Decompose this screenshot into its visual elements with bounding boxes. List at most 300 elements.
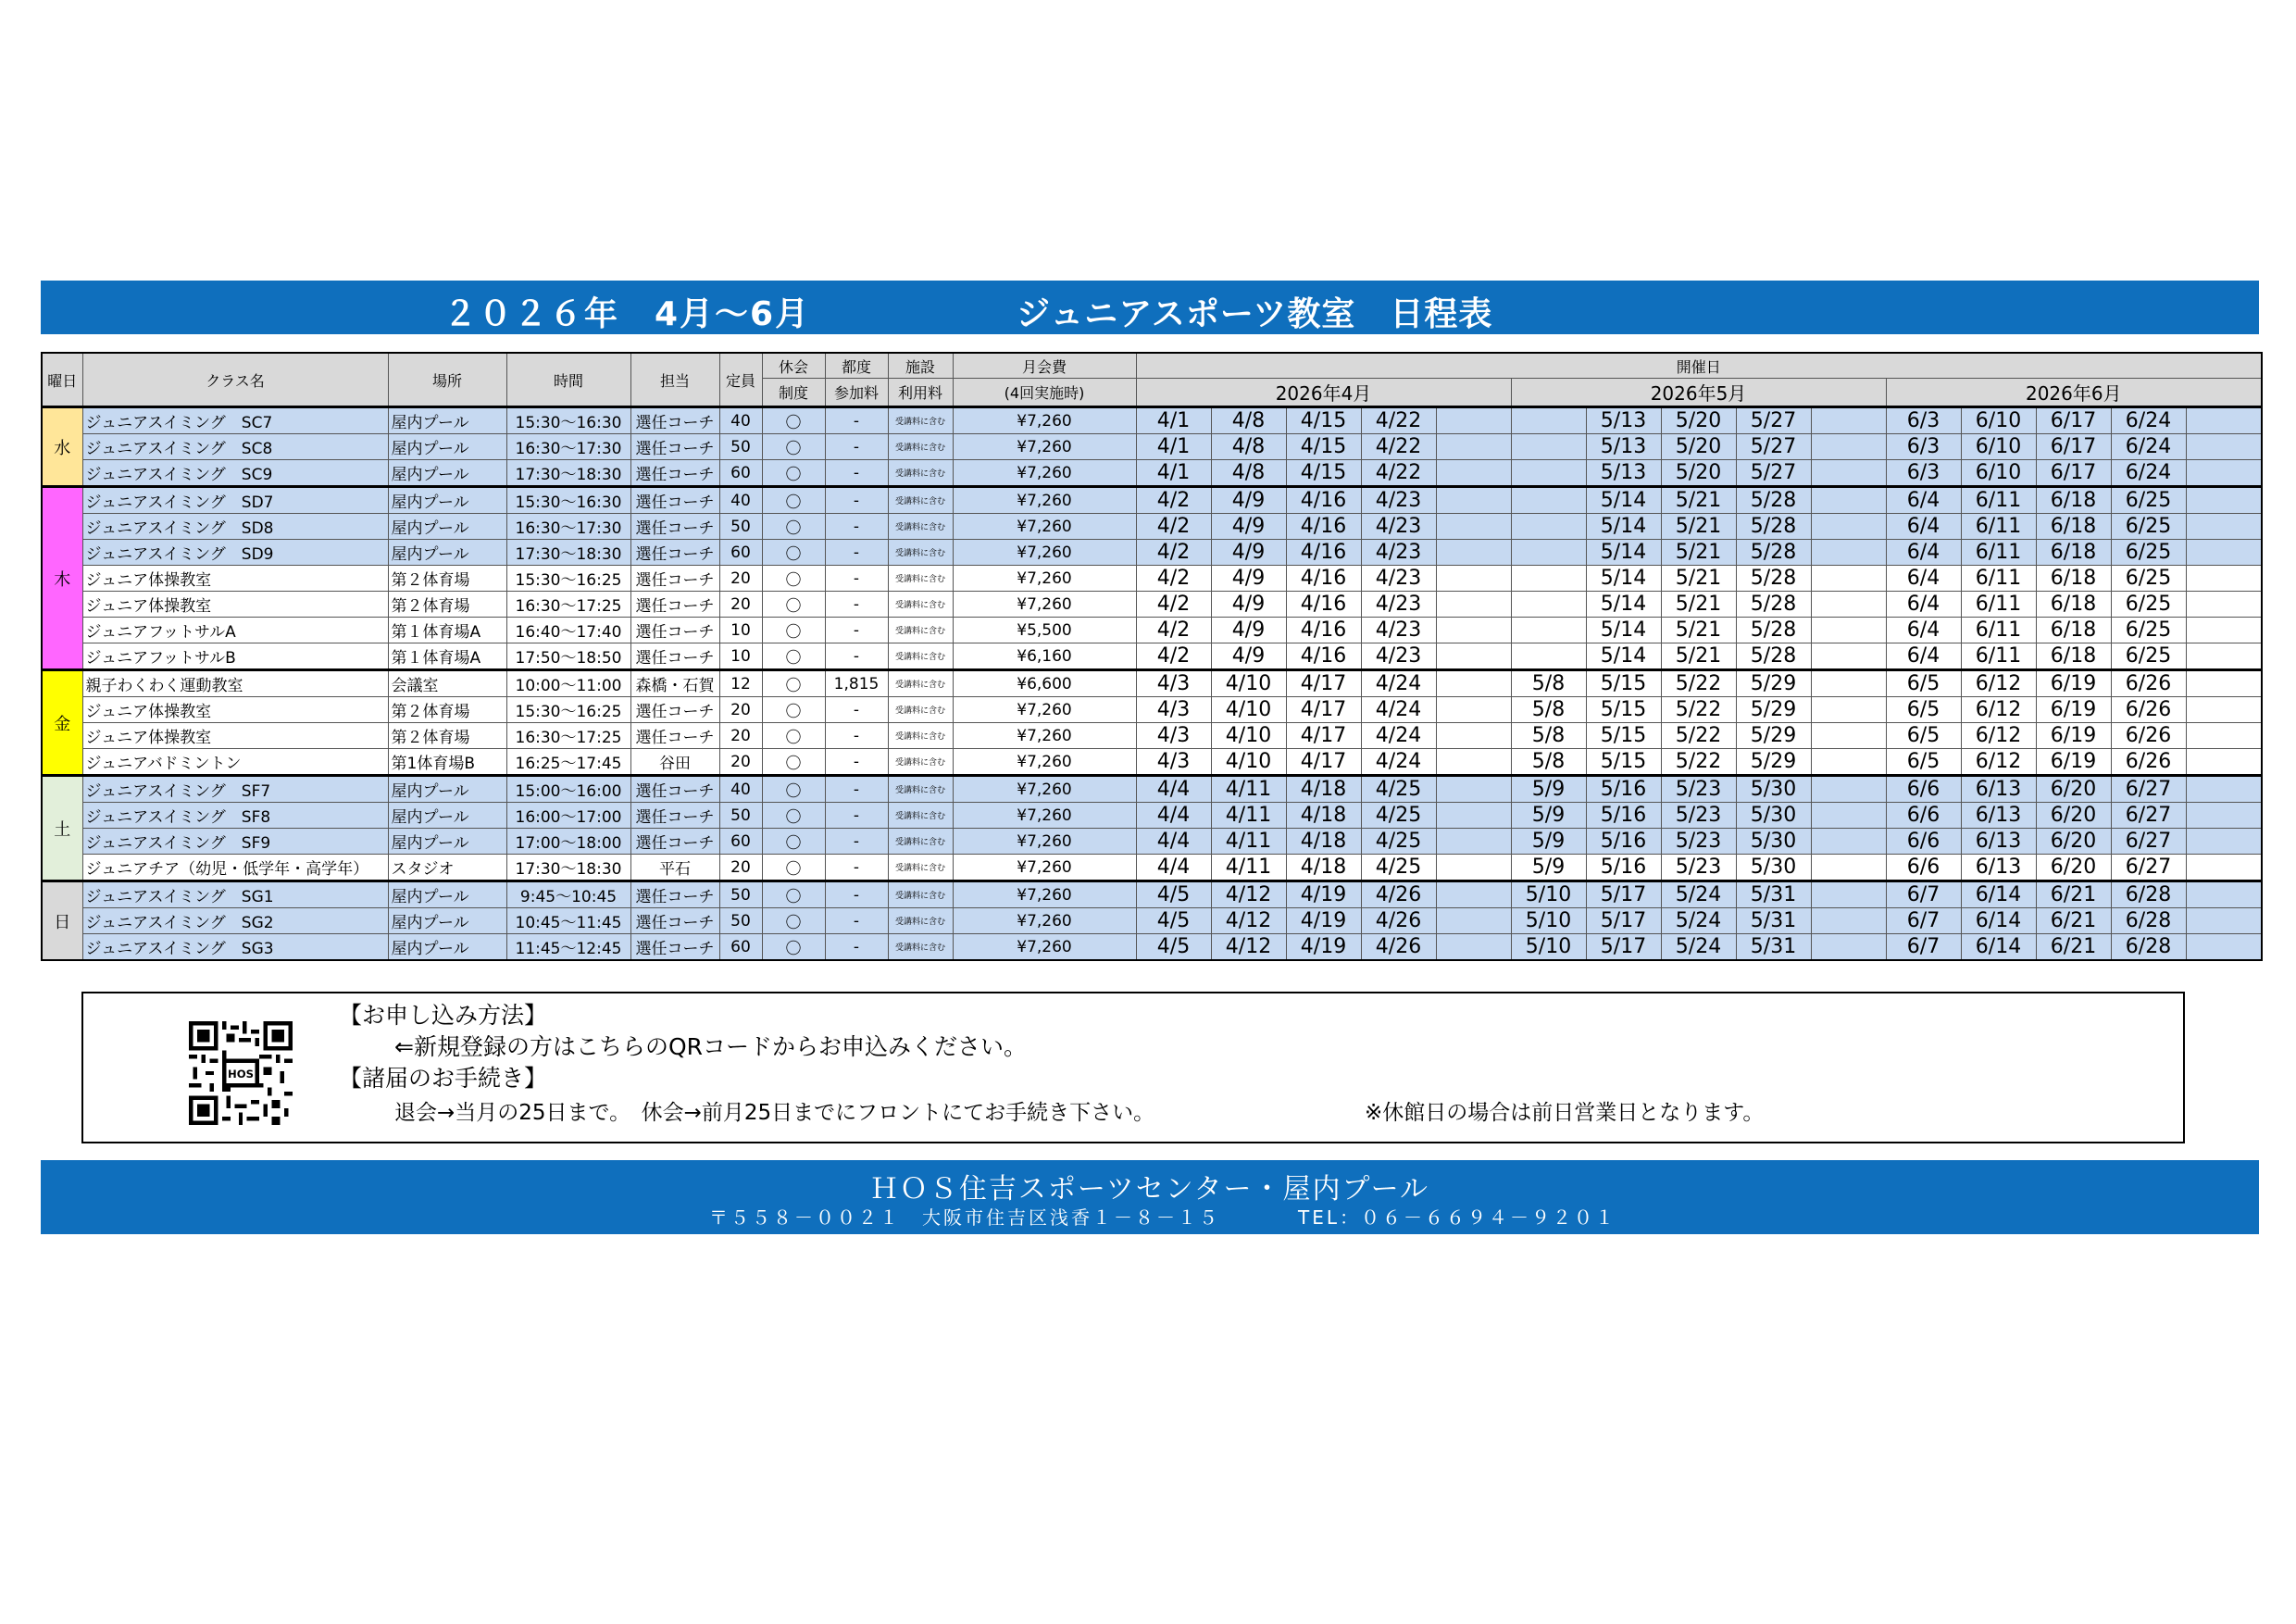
class-name: ジュニアフットサルB: [82, 643, 388, 670]
footer-tel: TEL：０６－６６９４－９２０１: [1298, 1206, 1616, 1229]
class-monthly-fee: ¥7,260: [953, 881, 1136, 908]
table-row: [42, 855, 2262, 881]
class-facility-fee: 受講料に含む: [888, 540, 953, 566]
header-tsudo-1: 都度: [825, 353, 888, 379]
date-may: 5/8: [1511, 723, 1586, 749]
class-coach: 選任コーチ: [630, 776, 719, 803]
date-may: 5/15: [1586, 697, 1661, 723]
date-may: 5/10: [1511, 908, 1586, 934]
date-jun: 6/24: [2111, 434, 2186, 460]
date-apr: 4/9: [1211, 514, 1286, 540]
date-apr: 4/22: [1361, 407, 1436, 434]
class-name: ジュニアスイミング SG3: [82, 934, 388, 961]
date-may: 5/27: [1736, 460, 1811, 487]
date-apr: 4/5: [1136, 908, 1211, 934]
date-apr: 4/18: [1286, 829, 1361, 855]
date-jun: 6/14: [1961, 881, 2036, 908]
date-may: 5/15: [1586, 749, 1661, 776]
date-apr: [1436, 829, 1511, 855]
table-row: [42, 908, 2262, 934]
date-apr: [1436, 670, 1511, 697]
class-tsudo-fee: -: [825, 592, 888, 618]
title-name: ジュニアスポーツ教室 日程表: [1017, 295, 1493, 333]
class-monthly-fee: ¥7,260: [953, 592, 1136, 618]
date-may: 5/9: [1511, 776, 1586, 803]
class-monthly-fee: ¥5,500: [953, 618, 1136, 643]
date-jun: 6/6: [1886, 776, 1961, 803]
class-coach: 選任コーチ: [630, 592, 719, 618]
date-may: 5/20: [1661, 434, 1736, 460]
class-coach: 選任コーチ: [630, 908, 719, 934]
class-coach: 選任コーチ: [630, 697, 719, 723]
date-may: 5/8: [1511, 749, 1586, 776]
class-coach: 選任コーチ: [630, 566, 719, 592]
date-jun: 6/4: [1886, 643, 1961, 670]
date-may: 5/8: [1511, 670, 1586, 697]
class-capacity: 60: [719, 540, 762, 566]
class-facility-fee: 受講料に含む: [888, 434, 953, 460]
class-time: 16:30～17:30: [506, 434, 630, 460]
class-tsudo-fee: -: [825, 566, 888, 592]
date-may: 5/29: [1736, 749, 1811, 776]
date-apr: [1436, 566, 1511, 592]
class-tsudo-fee: -: [825, 934, 888, 961]
date-apr: 4/22: [1361, 460, 1436, 487]
table-row: [42, 592, 2262, 618]
class-place: 第１体育場A: [388, 643, 506, 670]
class-monthly-fee: ¥7,260: [953, 487, 1136, 514]
class-time: 16:25～17:45: [506, 749, 630, 776]
date-may: [1811, 566, 1886, 592]
date-jun: 6/4: [1886, 566, 1961, 592]
date-may: 5/20: [1661, 460, 1736, 487]
date-jun: 6/3: [1886, 407, 1961, 434]
date-jun: 6/18: [2036, 618, 2111, 643]
class-facility-fee: 受講料に含む: [888, 514, 953, 540]
class-name: ジュニアスイミング SD7: [82, 487, 388, 514]
class-tsudo-fee: -: [825, 803, 888, 829]
date-jun: 6/10: [1961, 460, 2036, 487]
date-jun: [2186, 487, 2262, 514]
class-capacity: 20: [719, 723, 762, 749]
table-row: [42, 934, 2262, 961]
date-jun: 6/17: [2036, 434, 2111, 460]
date-apr: 4/18: [1286, 803, 1361, 829]
date-may: 5/15: [1586, 723, 1661, 749]
date-may: 5/28: [1736, 566, 1811, 592]
date-may: [1811, 643, 1886, 670]
date-jun: 6/20: [2036, 855, 2111, 881]
footer-name: ＨＯＳ住吉スポーツセンター・屋内プール: [869, 1173, 1430, 1206]
date-may: 5/20: [1661, 407, 1736, 434]
class-kyukai: 〇: [762, 592, 825, 618]
class-time: 9:45～10:45: [506, 881, 630, 908]
date-may: [1811, 592, 1886, 618]
date-apr: 4/5: [1136, 881, 1211, 908]
date-may: 5/28: [1736, 540, 1811, 566]
date-apr: 4/24: [1361, 749, 1436, 776]
class-time: 15:00～16:00: [506, 776, 630, 803]
date-jun: 6/20: [2036, 776, 2111, 803]
date-jun: 6/12: [1961, 723, 2036, 749]
class-tsudo-fee: -: [825, 776, 888, 803]
class-monthly-fee: ¥7,260: [953, 829, 1136, 855]
notice-heading: 【諸届のお手続き】: [339, 1065, 548, 1092]
date-apr: [1436, 723, 1511, 749]
date-may: 5/29: [1736, 670, 1811, 697]
class-kyukai: 〇: [762, 460, 825, 487]
date-apr: 4/17: [1286, 697, 1361, 723]
date-jun: [2186, 855, 2262, 881]
class-facility-fee: 受講料に含む: [888, 776, 953, 803]
date-may: 5/22: [1661, 670, 1736, 697]
date-jun: 6/14: [1961, 934, 2036, 961]
class-name: ジュニア体操教室: [82, 697, 388, 723]
header-month-apr: 2026年4月: [1136, 379, 1511, 407]
date-may: [1811, 540, 1886, 566]
date-apr: 4/4: [1136, 855, 1211, 881]
date-jun: 6/19: [2036, 670, 2111, 697]
date-jun: 6/27: [2111, 855, 2186, 881]
class-tsudo-fee: -: [825, 643, 888, 670]
header-month-may: 2026年5月: [1511, 379, 1886, 407]
date-may: [1811, 723, 1886, 749]
date-jun: [2186, 407, 2262, 434]
header-kyukai-2: 制度: [762, 379, 825, 407]
date-apr: 4/9: [1211, 487, 1286, 514]
date-apr: 4/24: [1361, 697, 1436, 723]
date-apr: 4/10: [1211, 723, 1286, 749]
date-jun: [2186, 908, 2262, 934]
date-jun: 6/25: [2111, 566, 2186, 592]
date-jun: 6/17: [2036, 460, 2111, 487]
table-row: [42, 697, 2262, 723]
date-apr: 4/2: [1136, 514, 1211, 540]
class-place: 屋内プール: [388, 803, 506, 829]
date-may: 5/24: [1661, 934, 1736, 961]
date-jun: [2186, 881, 2262, 908]
class-capacity: 50: [719, 803, 762, 829]
class-name: ジュニアフットサルA: [82, 618, 388, 643]
class-facility-fee: 受講料に含む: [888, 618, 953, 643]
date-jun: 6/18: [2036, 540, 2111, 566]
date-jun: 6/4: [1886, 540, 1961, 566]
date-apr: 4/9: [1211, 643, 1286, 670]
date-jun: 6/5: [1886, 749, 1961, 776]
class-facility-fee: 受講料に含む: [888, 697, 953, 723]
date-jun: 6/28: [2111, 908, 2186, 934]
date-may: [1811, 487, 1886, 514]
class-capacity: 40: [719, 776, 762, 803]
date-jun: 6/7: [1886, 934, 1961, 961]
date-apr: 4/17: [1286, 723, 1361, 749]
date-jun: 6/25: [2111, 643, 2186, 670]
date-apr: 4/3: [1136, 670, 1211, 697]
date-jun: 6/12: [1961, 749, 2036, 776]
class-capacity: 40: [719, 487, 762, 514]
date-jun: 6/10: [1961, 407, 2036, 434]
date-apr: [1436, 434, 1511, 460]
date-apr: 4/18: [1286, 855, 1361, 881]
class-capacity: 60: [719, 460, 762, 487]
date-may: 5/22: [1661, 749, 1736, 776]
date-apr: 4/9: [1211, 540, 1286, 566]
class-time: 17:00～18:00: [506, 829, 630, 855]
date-jun: 6/11: [1961, 566, 2036, 592]
header-row-1: [42, 353, 2262, 379]
date-apr: 4/1: [1136, 460, 1211, 487]
class-monthly-fee: ¥6,600: [953, 670, 1136, 697]
date-jun: [2186, 514, 2262, 540]
table-row: [42, 803, 2262, 829]
class-time: 11:45～12:45: [506, 934, 630, 961]
class-capacity: 50: [719, 881, 762, 908]
class-capacity: 60: [719, 934, 762, 961]
table-row: [42, 749, 2262, 776]
class-kyukai: 〇: [762, 881, 825, 908]
header-kyukai-1: 休会: [762, 353, 825, 379]
class-name: ジュニアスイミング SG1: [82, 881, 388, 908]
class-facility-fee: 受講料に含む: [888, 803, 953, 829]
date-jun: 6/25: [2111, 487, 2186, 514]
date-jun: [2186, 697, 2262, 723]
info-box: [81, 992, 2185, 1143]
class-kyukai: 〇: [762, 487, 825, 514]
class-facility-fee: 受講料に含む: [888, 749, 953, 776]
class-capacity: 20: [719, 697, 762, 723]
date-may: [1511, 643, 1586, 670]
date-jun: 6/20: [2036, 829, 2111, 855]
date-jun: 6/25: [2111, 592, 2186, 618]
date-may: 5/30: [1736, 776, 1811, 803]
date-apr: 4/8: [1211, 407, 1286, 434]
class-coach: 選任コーチ: [630, 460, 719, 487]
date-apr: 4/25: [1361, 776, 1436, 803]
date-jun: [2186, 670, 2262, 697]
date-may: 5/10: [1511, 881, 1586, 908]
date-apr: 4/3: [1136, 723, 1211, 749]
class-place: 第２体育場: [388, 592, 506, 618]
date-apr: 4/12: [1211, 908, 1286, 934]
date-apr: [1436, 460, 1511, 487]
date-may: [1511, 566, 1586, 592]
date-jun: 6/6: [1886, 855, 1961, 881]
class-monthly-fee: ¥7,260: [953, 749, 1136, 776]
date-may: [1511, 434, 1586, 460]
date-may: 5/24: [1661, 908, 1736, 934]
class-facility-fee: 受講料に含む: [888, 643, 953, 670]
title-period: ２０２６年 4月～6月: [443, 295, 811, 333]
class-time: 15:30～16:30: [506, 407, 630, 434]
date-apr: 4/16: [1286, 643, 1361, 670]
date-jun: [2186, 803, 2262, 829]
header-shisetsu-1: 施設: [888, 353, 953, 379]
date-may: 5/31: [1736, 908, 1811, 934]
date-jun: 6/4: [1886, 618, 1961, 643]
date-may: 5/14: [1586, 592, 1661, 618]
date-jun: 6/18: [2036, 566, 2111, 592]
date-apr: 4/10: [1211, 670, 1286, 697]
date-jun: 6/19: [2036, 723, 2111, 749]
date-may: [1811, 618, 1886, 643]
day-label: 金: [42, 670, 82, 776]
date-jun: 6/18: [2036, 592, 2111, 618]
date-may: 5/21: [1661, 592, 1736, 618]
class-time: 10:45～11:45: [506, 908, 630, 934]
date-jun: 6/24: [2111, 407, 2186, 434]
class-tsudo-fee: -: [825, 697, 888, 723]
class-time: 17:30～18:30: [506, 460, 630, 487]
date-apr: 4/19: [1286, 934, 1361, 961]
date-apr: 4/23: [1361, 487, 1436, 514]
class-monthly-fee: ¥7,260: [953, 803, 1136, 829]
date-may: 5/30: [1736, 855, 1811, 881]
class-capacity: 50: [719, 908, 762, 934]
date-apr: 4/1: [1136, 407, 1211, 434]
class-place: スタジオ: [388, 855, 506, 881]
class-time: 16:30～17:25: [506, 723, 630, 749]
class-kyukai: 〇: [762, 855, 825, 881]
class-monthly-fee: ¥7,260: [953, 855, 1136, 881]
date-apr: 4/25: [1361, 829, 1436, 855]
date-apr: 4/24: [1361, 670, 1436, 697]
date-apr: 4/26: [1361, 908, 1436, 934]
class-time: 15:30～16:30: [506, 487, 630, 514]
date-may: [1811, 934, 1886, 961]
date-may: [1811, 881, 1886, 908]
class-place: 屋内プール: [388, 434, 506, 460]
date-may: 5/22: [1661, 723, 1736, 749]
date-apr: 4/2: [1136, 592, 1211, 618]
class-facility-fee: 受講料に含む: [888, 592, 953, 618]
date-apr: 4/2: [1136, 566, 1211, 592]
date-apr: 4/24: [1361, 723, 1436, 749]
class-monthly-fee: ¥7,260: [953, 540, 1136, 566]
class-time: 16:00～17:00: [506, 803, 630, 829]
class-tsudo-fee: -: [825, 749, 888, 776]
class-monthly-fee: ¥7,260: [953, 434, 1136, 460]
class-place: 屋内プール: [388, 487, 506, 514]
date-may: 5/9: [1511, 803, 1586, 829]
date-apr: 4/23: [1361, 592, 1436, 618]
class-place: 屋内プール: [388, 908, 506, 934]
date-jun: 6/21: [2036, 881, 2111, 908]
date-apr: 4/17: [1286, 670, 1361, 697]
class-name: ジュニアスイミング SD9: [82, 540, 388, 566]
class-tsudo-fee: -: [825, 514, 888, 540]
class-name: ジュニアチア（幼児・低学年・高学年）: [82, 855, 388, 881]
table-row: [42, 407, 2262, 434]
date-may: 5/27: [1736, 407, 1811, 434]
class-capacity: 20: [719, 566, 762, 592]
class-coach: 選任コーチ: [630, 540, 719, 566]
table-row: [42, 487, 2262, 514]
header-fee-2: (4回実施時): [953, 379, 1136, 407]
date-apr: [1436, 487, 1511, 514]
date-may: 5/23: [1661, 776, 1736, 803]
date-may: 5/21: [1661, 540, 1736, 566]
date-jun: 6/13: [1961, 803, 2036, 829]
header-tsudo-2: 参加料: [825, 379, 888, 407]
class-place: 会議室: [388, 670, 506, 697]
class-kyukai: 〇: [762, 643, 825, 670]
class-coach: 選任コーチ: [630, 881, 719, 908]
date-may: 5/13: [1586, 407, 1661, 434]
class-monthly-fee: ¥7,260: [953, 723, 1136, 749]
table-row: [42, 776, 2262, 803]
header-capacity: 定員: [719, 353, 762, 407]
class-capacity: 12: [719, 670, 762, 697]
class-coach: 選任コーチ: [630, 487, 719, 514]
date-apr: 4/12: [1211, 934, 1286, 961]
date-apr: [1436, 749, 1511, 776]
class-coach: 平石: [630, 855, 719, 881]
date-jun: 6/21: [2036, 908, 2111, 934]
qr-code-icon[interactable]: [185, 1021, 296, 1125]
day-label: 水: [42, 407, 82, 487]
date-may: 5/14: [1586, 566, 1661, 592]
table-row: [42, 434, 2262, 460]
date-apr: 4/15: [1286, 407, 1361, 434]
class-capacity: 20: [719, 592, 762, 618]
table-row: [42, 881, 2262, 908]
date-apr: 4/19: [1286, 881, 1361, 908]
header-class-name: クラス名: [82, 353, 388, 407]
class-monthly-fee: ¥7,260: [953, 407, 1136, 434]
date-apr: 4/16: [1286, 618, 1361, 643]
class-monthly-fee: ¥6,160: [953, 643, 1136, 670]
table-row: [42, 460, 2262, 487]
header-place: 場所: [388, 353, 506, 407]
date-may: 5/21: [1661, 514, 1736, 540]
date-jun: 6/20: [2036, 803, 2111, 829]
date-apr: 4/17: [1286, 749, 1361, 776]
class-kyukai: 〇: [762, 776, 825, 803]
date-apr: 4/10: [1211, 697, 1286, 723]
date-apr: 4/2: [1136, 540, 1211, 566]
class-place: 第1体育場B: [388, 749, 506, 776]
class-name: ジュニアスイミング SG2: [82, 908, 388, 934]
class-tsudo-fee: -: [825, 540, 888, 566]
class-facility-fee: 受講料に含む: [888, 723, 953, 749]
date-jun: 6/11: [1961, 487, 2036, 514]
class-tsudo-fee: 1,815: [825, 670, 888, 697]
class-facility-fee: 受講料に含む: [888, 881, 953, 908]
date-may: [1811, 908, 1886, 934]
date-jun: [2186, 749, 2262, 776]
date-jun: [2186, 723, 2262, 749]
date-jun: 6/18: [2036, 514, 2111, 540]
date-may: 5/14: [1586, 514, 1661, 540]
class-place: 第２体育場: [388, 697, 506, 723]
date-may: 5/14: [1586, 487, 1661, 514]
class-facility-fee: 受講料に含む: [888, 566, 953, 592]
class-tsudo-fee: -: [825, 434, 888, 460]
date-apr: 4/3: [1136, 749, 1211, 776]
apply-text: ⇐新規登録の方はこちらのQRコードからお申込みください。: [394, 1033, 1027, 1060]
date-may: 5/8: [1511, 697, 1586, 723]
date-apr: [1436, 881, 1511, 908]
date-apr: 4/2: [1136, 487, 1211, 514]
date-jun: 6/27: [2111, 803, 2186, 829]
class-monthly-fee: ¥7,260: [953, 697, 1136, 723]
date-apr: 4/26: [1361, 934, 1436, 961]
class-monthly-fee: ¥7,260: [953, 514, 1136, 540]
date-may: 5/31: [1736, 881, 1811, 908]
date-apr: 4/8: [1211, 460, 1286, 487]
class-name: ジュニア体操教室: [82, 723, 388, 749]
class-kyukai: 〇: [762, 803, 825, 829]
